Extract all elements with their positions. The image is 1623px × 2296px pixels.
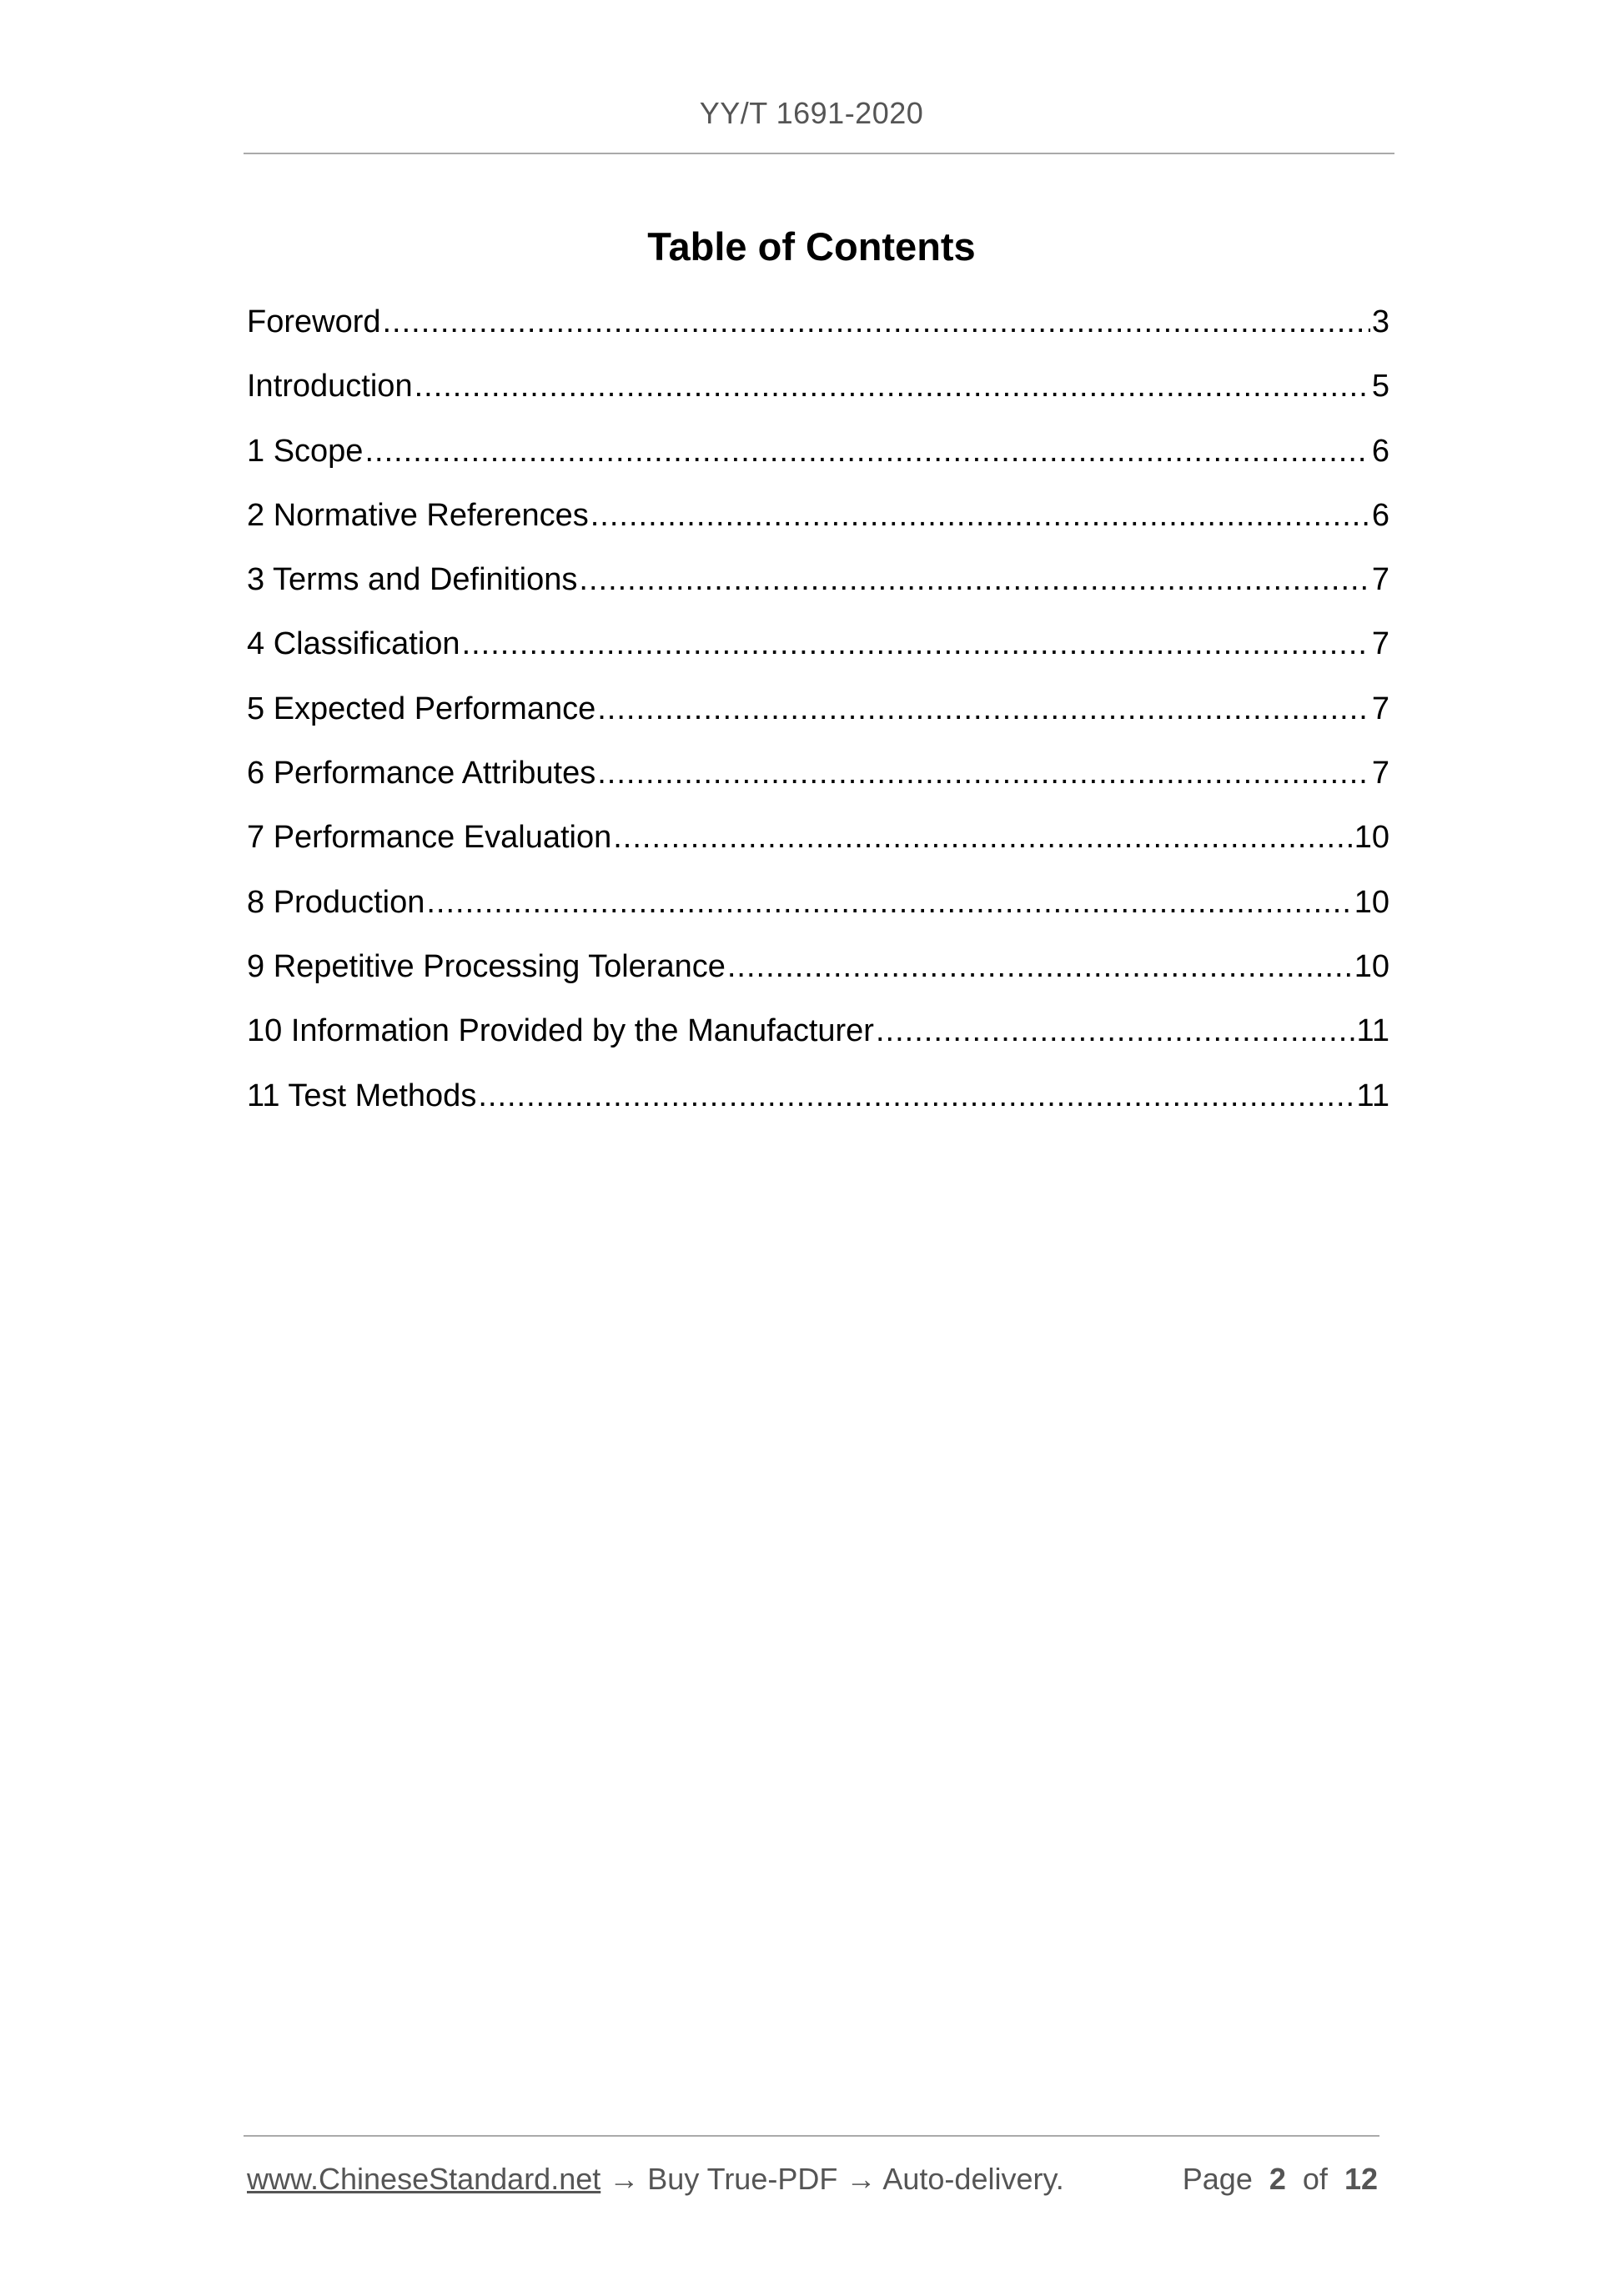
toc-list xyxy=(247,297,1389,1135)
header-divider xyxy=(244,153,1394,154)
toc-entry-page: 7 xyxy=(1371,756,1389,791)
page-of-label: of xyxy=(1302,2162,1328,2196)
toc-entry-page: 10 xyxy=(1354,820,1389,856)
toc-entry-page: 7 xyxy=(1371,626,1389,662)
toc-entry-information-provided-by-manufacturer[interactable] xyxy=(247,1006,1389,1070)
buy-true-pdf-text: Buy True-PDF xyxy=(647,2162,838,2196)
toc-entry-page: 6 xyxy=(1371,497,1389,533)
toc-dot-leader xyxy=(613,812,1352,862)
page-number xyxy=(1183,2158,1378,2200)
toc-entry-performance-evaluation[interactable] xyxy=(247,812,1389,877)
toc-dot-leader xyxy=(590,490,1370,540)
toc-entry-performance-attributes[interactable] xyxy=(247,748,1389,812)
toc-entry-introduction[interactable] xyxy=(247,361,1389,425)
page-current: 2 xyxy=(1269,2162,1286,2196)
toc-entry-label: 11 Test Methods xyxy=(247,1078,477,1113)
toc-entry-label: 3 Terms and Definitions xyxy=(247,562,578,598)
toc-dot-leader xyxy=(597,748,1370,798)
toc-entry-label: 6 Performance Attributes xyxy=(247,756,596,791)
toc-entry-scope[interactable] xyxy=(247,426,1389,490)
toc-entry-page: 11 xyxy=(1356,1013,1389,1049)
toc-entry-page: 10 xyxy=(1354,884,1389,920)
toc-entry-page: 3 xyxy=(1371,304,1389,339)
page-total: 12 xyxy=(1344,2162,1378,2196)
toc-entry-page: 6 xyxy=(1371,433,1389,469)
toc-heading: Table of Contents xyxy=(647,224,976,269)
toc-dot-leader xyxy=(426,877,1352,927)
document-id-header: YY/T 1691-2020 xyxy=(699,96,924,130)
toc-entry-label: 1 Scope xyxy=(247,433,364,469)
toc-dot-leader xyxy=(579,555,1369,605)
toc-entry-label: 2 Normative References xyxy=(247,497,589,533)
toc-entry-page: 5 xyxy=(1371,369,1389,404)
footer-divider xyxy=(244,2135,1379,2137)
toc-entry-label: 7 Performance Evaluation xyxy=(247,820,612,856)
auto-delivery-text: Auto-delivery. xyxy=(882,2162,1064,2196)
toc-entry-label: 5 Expected Performance xyxy=(247,691,596,726)
toc-entry-expected-performance[interactable] xyxy=(247,684,1389,748)
toc-entry-test-methods[interactable] xyxy=(247,1071,1389,1135)
toc-entry-page: 7 xyxy=(1371,562,1389,598)
toc-entry-repetitive-processing-tolerance[interactable] xyxy=(247,942,1389,1006)
arrow-icon: → xyxy=(609,2162,640,2196)
toc-entry-production[interactable] xyxy=(247,877,1389,942)
toc-entry-label: Foreword xyxy=(247,304,381,339)
toc-dot-leader xyxy=(383,297,1370,347)
toc-dot-leader xyxy=(876,1006,1355,1056)
toc-entry-foreword[interactable] xyxy=(247,297,1389,361)
toc-entry-terms-and-definitions[interactable] xyxy=(247,555,1389,619)
website-link[interactable]: www.ChineseStandard.net xyxy=(247,2162,601,2196)
toc-entry-page: 10 xyxy=(1354,948,1389,984)
page-footer xyxy=(247,2158,1378,2200)
toc-dot-leader xyxy=(415,361,1370,411)
toc-dot-leader xyxy=(597,684,1370,734)
page-label: Page xyxy=(1182,2162,1253,2196)
toc-entry-label: 8 Production xyxy=(247,884,425,920)
toc-entry-page: 11 xyxy=(1356,1078,1389,1113)
toc-entry-label: Introduction xyxy=(247,369,413,404)
toc-entry-normative-references[interactable] xyxy=(247,490,1389,555)
toc-entry-classification[interactable] xyxy=(247,619,1389,683)
footer-promo xyxy=(247,2158,1064,2200)
toc-dot-leader xyxy=(364,426,1369,476)
toc-dot-leader xyxy=(727,942,1353,992)
toc-entry-label: 9 Repetitive Processing Tolerance xyxy=(247,948,726,984)
toc-dot-leader xyxy=(478,1071,1354,1121)
toc-entry-label: 10 Information Provided by the Manufacturer xyxy=(247,1013,874,1049)
toc-entry-page: 7 xyxy=(1371,691,1389,726)
arrow-icon: → xyxy=(846,2162,877,2196)
toc-entry-label: 4 Classification xyxy=(247,626,460,662)
toc-dot-leader xyxy=(462,619,1370,669)
